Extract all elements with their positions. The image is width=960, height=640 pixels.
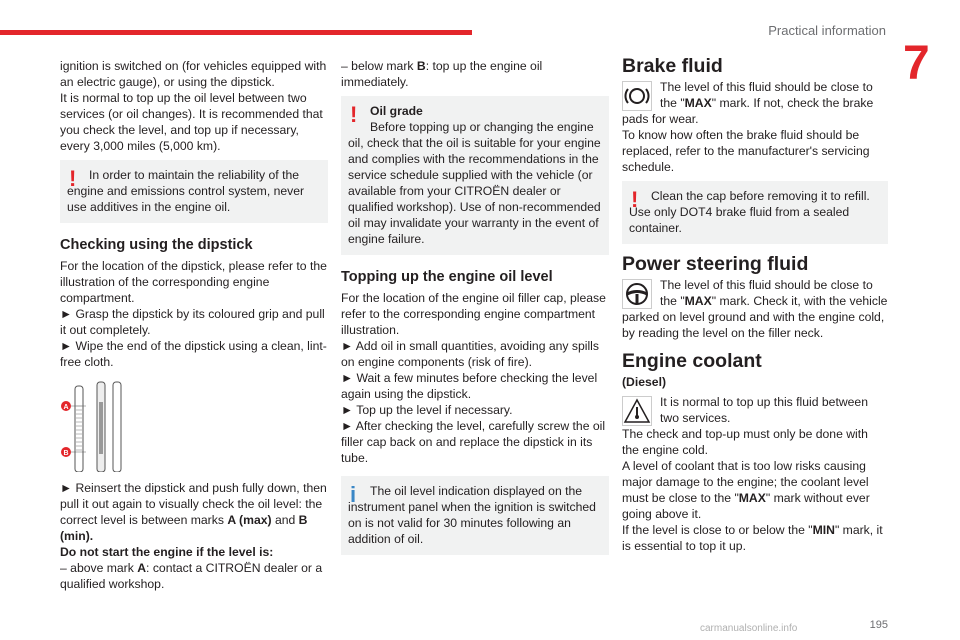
dipstick-illustration: [60, 376, 328, 472]
section-heading: Checking using the dipstick: [60, 237, 253, 253]
brake-warning-icon: [622, 81, 652, 111]
paragraph: For the location of the dipstick, please refer to the illustration of the corresponding engine compartment.: [60, 259, 327, 305]
page-number: 195: [869, 619, 888, 631]
brake-paragraph: The level of this fluid should be close to the "MAX" mark. If not, check the brake pads for wear.: [622, 80, 874, 126]
info-text: The oil level indication displayed on the instrument panel when the ignition is switched on is not valid for 30 minutes following an addition of oil.: [348, 484, 596, 546]
dash-item: – below mark B: top up the engine oil immediately.: [341, 59, 543, 89]
mark-a-label: A: [63, 404, 69, 411]
header-accent-bar: [0, 30, 472, 35]
paragraph: It is normal to top up the oil level between two services (or oil changes). It is recommended that you check the level, and top up if necessary, every 3,000 miles (5,000 km).: [60, 91, 323, 153]
dash-item: – above mark A: contact a CITROËN dealer or a qualified workshop.: [60, 561, 323, 591]
column-3: [622, 55, 888, 554]
bullet-item: ► Grasp the dipstick by its coloured grip and pull it out completely.: [60, 307, 325, 337]
section-heading: Engine coolant: [622, 350, 762, 372]
section-heading: Power steering fluid: [622, 253, 809, 275]
info-box: [341, 476, 609, 555]
paragraph: A level of coolant that is too low risks causing major damage to the engine; the coolant level must be close to the "MAX" mark without ever going above it.: [622, 459, 870, 521]
steering-paragraph: The level of this fluid should be close to the "MAX" mark. Check it, with the vehicle parked on level ground and with the engine cold, by reading the level on the filler neck.: [622, 278, 888, 340]
paragraph: If the level is close to or below the "MIN" mark, it is essential to top it up.: [622, 523, 883, 553]
coolant-paragraph: It is normal to top up this fluid between two services.: [622, 394, 888, 426]
chapter-number: 7: [903, 37, 930, 90]
warning-text: Clean the cap before removing it to refill. Use only DOT4 brake fluid from a sealed container.: [629, 189, 870, 235]
paragraph: For the location of the engine oil filler cap, please refer to the corresponding engine compartment illustration.: [341, 291, 606, 337]
section-heading: Topping up the engine oil level: [341, 269, 553, 285]
oil-grade-title: Oil grade: [370, 104, 423, 118]
coolant-temperature-icon: [622, 396, 652, 426]
column-1: [60, 58, 328, 592]
warning-box: [622, 181, 888, 244]
paragraph: ignition is switched on (for vehicles equipped with an electric gauge), or using the dipstick.: [60, 59, 327, 89]
bullet-item: ► Wait a few minutes before checking the level again using the dipstick.: [341, 371, 598, 401]
mark-b-label: B: [63, 450, 69, 457]
bullet-item: ► Top up the level if necessary.: [341, 403, 513, 417]
bullet-item: ► After checking the level, carefully screw the oil filler cap back on and replace the dipstick in its tube.: [341, 419, 606, 465]
bold-line: Do not start the engine if the level is:: [60, 545, 274, 559]
watermark: carmanualsonline.info: [700, 623, 798, 634]
warning-icon: !: [631, 187, 639, 212]
section-title: Practical information: [768, 23, 886, 38]
info-icon: i: [350, 482, 357, 507]
paragraph: The check and top-up must only be done with the engine cold.: [622, 427, 868, 457]
warning-box: [60, 160, 328, 223]
dipstick-icon: [60, 376, 160, 472]
paragraph: To know how often the brake fluid should be replaced, refer to the manufacturer's servicing schedule.: [622, 128, 870, 174]
warning-icon: !: [350, 102, 358, 127]
section-heading: Brake fluid: [622, 55, 723, 77]
warning-icon: !: [69, 166, 77, 191]
diesel-label: (Diesel): [622, 375, 667, 389]
bullet-item: ► Wipe the end of the dipstick using a clean, lint-free cloth.: [60, 339, 327, 369]
steering-wheel-icon: [622, 279, 652, 309]
warning-text: In order to maintain the reliability of the engine and emissions control system, never use additives in the engine oil.: [67, 168, 305, 214]
oil-grade-box: [341, 96, 609, 255]
oil-grade-text: Before topping up or changing the engine oil, check that the oil is suitable for your engine and complies with the recommendations in the service schedule supplied with the vehicle (or available from your CITROËN dealer or qualified workshop). Use of non-recommended oil may invalidate your warranty in the event of engine failure.: [348, 120, 601, 246]
column-2: [341, 58, 609, 561]
bullet-item: ► Reinsert the dipstick and push fully down, then pull it out again to visually check the oil level: the correct level is between marks A (max) and B (min).: [60, 481, 327, 543]
bullet-item: ► Add oil in small quantities, avoiding any spills on engine components (risk of fire).: [341, 339, 599, 369]
